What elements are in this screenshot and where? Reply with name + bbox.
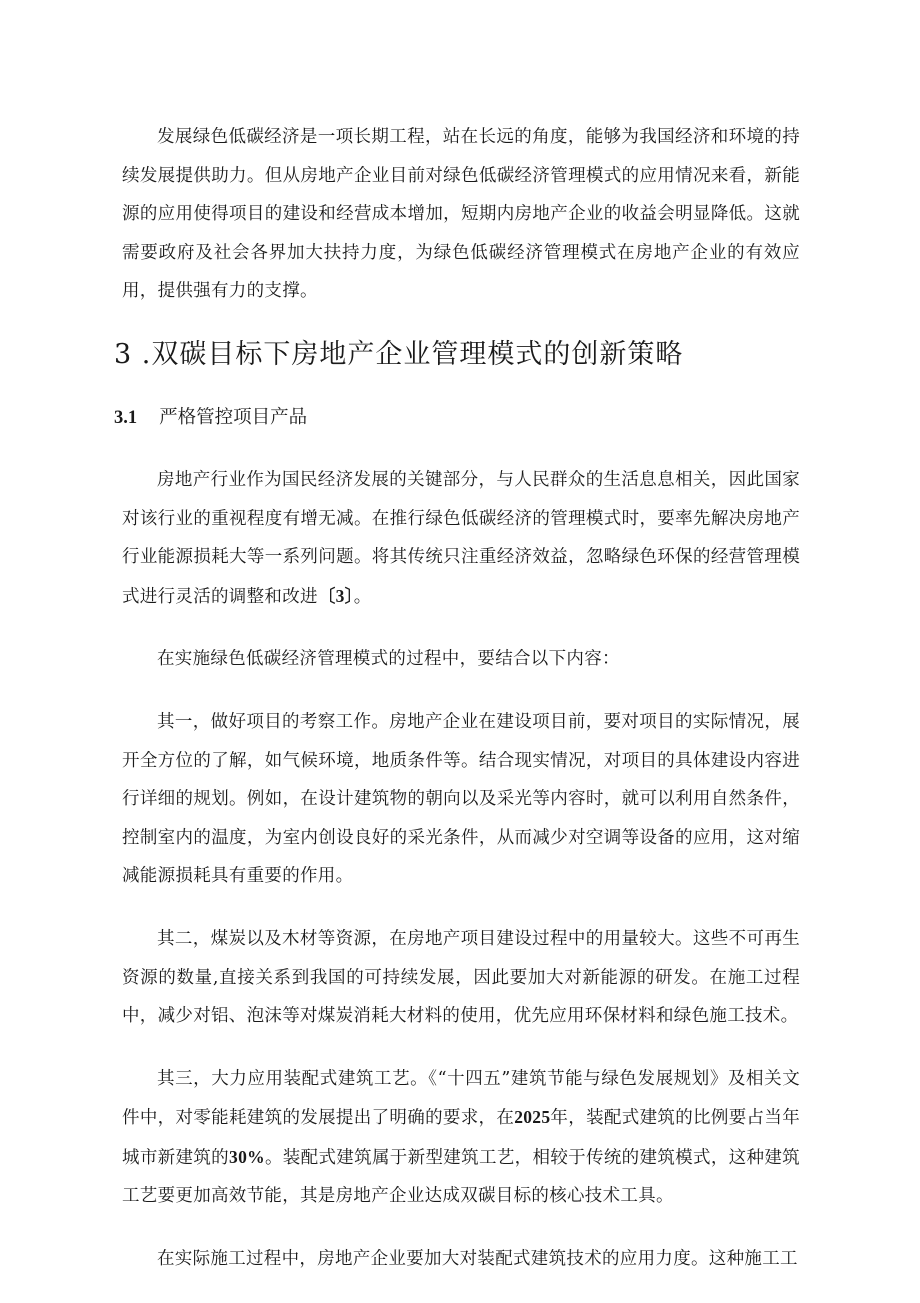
paragraph-real-estate-industry xyxy=(122,461,800,616)
paragraph-point-two: 其二，煤炭以及木材等资源，在房地产项目建设过程中的用量较大。这些不可再生资源的数量,直接关系到我国的可持续发展，因此要加大对新能源的研发。在施工过程中，减少对铝、泡沫等对煤炭消耗大材料的使用，优先应用环保材料和绿色施工技术。 xyxy=(122,928,800,1027)
subsection-number: 3.1 xyxy=(114,407,138,428)
paragraph-green-economy: 发展绿色低碳经济是一项长期工程，站在长远的角度，能够为我国经济和环境的持续发展提供助力。但从房地产企业目前对绿色低碳经济管理模式的应用情况来看，新能源的应用使得项目的建设和经营成本增加，短期内房地产企业的收益会明显降低。这就需要政府及社会各界加大扶持力度，为绿色低碳经济管理模式在房地产企业的有效应用，提供强有力的支撑。 xyxy=(122,127,800,302)
paragraph-text-end: 。 xyxy=(353,586,372,607)
paragraph-construction-practice: 在实际施工过程中，房地产企业要加大对装配式建筑技术的应用力度。这种施工工 xyxy=(157,1249,798,1270)
subsection-title: 严格管控项目产品 xyxy=(159,406,308,428)
year-value: 2025 xyxy=(514,1107,551,1128)
section-heading-3: 3 .双碳目标下房地产企业管理模式的创新策略 xyxy=(114,338,684,370)
paragraph-text: 。装配式建筑属于新型建筑工艺，相较于传统的建筑模式，这种建筑工艺要更加高效节能，其是房地产企业达成双碳目标的核心技术工具。 xyxy=(122,1147,800,1207)
subsection-heading-3-1 xyxy=(114,403,800,433)
paragraph-point-one: 其一，做好项目的考察工作。房地产企业在建设项目前，要对项目的实际情况，展开全方位的了解，如气候环境，地质条件等。结合现实情况，对项目的具体建设内容进行详细的规划。例如，在设计建筑物的朝向以及采光等内容时，就可以利用自然条件，控制室内的温度，为室内创设良好的采光条件，从而减少对空调等设备的应用，这对缩减能源损耗具有重要的作用。 xyxy=(122,711,800,887)
percent-value: 30% xyxy=(229,1146,265,1167)
document-body xyxy=(114,118,800,1303)
paragraph-text: 年，装配式建筑的比例要占当年城市新建筑的 xyxy=(122,1108,800,1168)
paragraph-point-three xyxy=(122,1060,800,1216)
paragraph-implementation-intro: 在实施绿色低碳经济管理模式的过程中，要结合以下内容： xyxy=(157,649,620,670)
citation-ref: 〔3〕 xyxy=(317,585,354,606)
paragraph-text: 其三，大力应用装配式建筑工艺。《“十四五”建筑节能与绿色发展规划》及相关文件中，对零能耗建筑的发展提出了明确的要求，在 xyxy=(122,1068,800,1129)
paragraph-text: 房地产行业作为国民经济发展的关键部分，与人民群众的生活息息相关，因此国家对该行业的重视程度有增无减。在推行绿色低碳经济的管理模式时，要率先解决房地产行业能源损耗大等一系列问题。将其传统只注重经济效益，忽略绿色环保的经营管理模式进行灵活的调整和改进 xyxy=(122,469,800,607)
